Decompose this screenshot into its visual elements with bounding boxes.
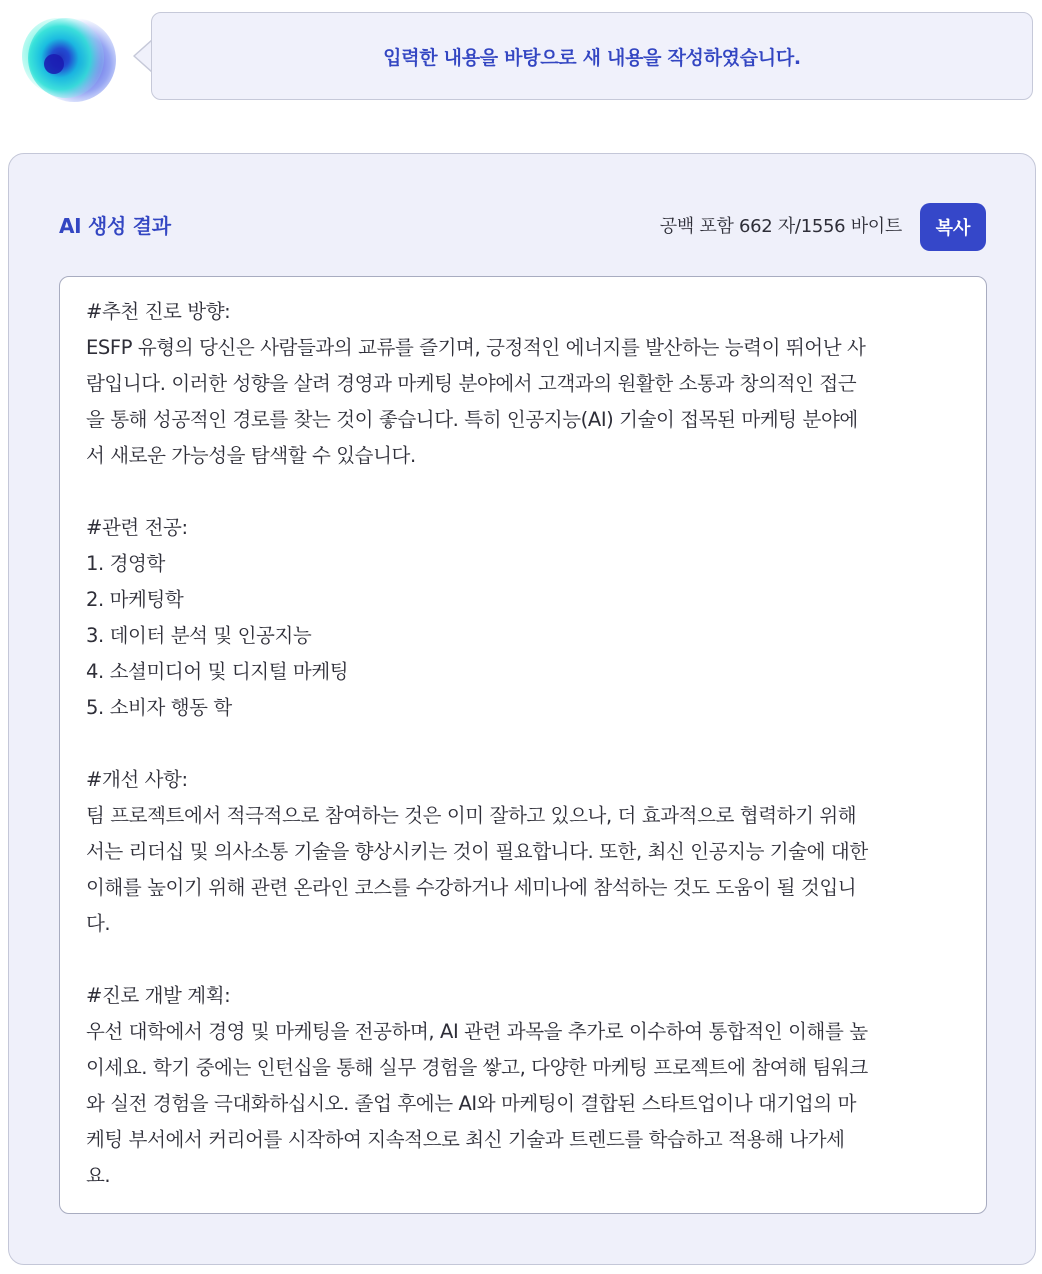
section-heading: #관련 전공: (86, 516, 188, 539)
result-section (86, 294, 962, 474)
assistant-message-text: 입력한 내용을 바탕으로 새 내용을 작성하였습니다. (383, 46, 801, 69)
section-heading: #개선 사항: (86, 768, 188, 791)
result-section (86, 762, 962, 942)
section-line: 5. 소비자 행동 학 (86, 696, 232, 719)
result-title: AI 생성 결과 (59, 214, 171, 238)
section-heading: #추천 진로 방향: (86, 300, 231, 323)
section-spacer (86, 942, 962, 978)
section-line: 4. 소셜미디어 및 디지털 마케팅 (86, 660, 349, 683)
result-text-area[interactable] (59, 276, 987, 1214)
character-byte-count: 공백 포함 662 자/1556 바이트 (659, 216, 902, 237)
section-line: 이세요. 학기 중에는 인턴십을 통해 실무 경험을 쌓고, 다양한 마케팅 프로젝트에 참여해 팀워크 (86, 1056, 868, 1079)
ai-orb-icon (18, 10, 118, 106)
section-spacer (86, 474, 962, 510)
section-line: ESFP 유형의 당신은 사람들과의 교류를 즐기며, 긍정적인 에너지를 발산하는 능력이 뛰어난 사 (86, 336, 866, 359)
section-line: 다. (86, 912, 111, 935)
section-line: 케팅 부서에서 커리어를 시작하여 지속적으로 최신 기술과 트렌드를 학습하고 적용해 나가세 (86, 1128, 845, 1151)
assistant-message-bubble (151, 12, 1033, 100)
section-line: 서는 리더십 및 의사소통 기술을 향상시키는 것이 필요합니다. 또한, 최신 인공지능 기술에 대한 (86, 840, 868, 863)
section-line: 팀 프로젝트에서 적극적으로 참여하는 것은 이미 잘하고 있으나, 더 효과적으로 협력하기 위해 (86, 804, 857, 827)
section-line: 서 새로운 가능성을 탐색할 수 있습니다. (86, 444, 416, 467)
section-line: 람입니다. 이러한 성향을 살려 경영과 마케팅 분야에서 고객과의 원활한 소통과 창의적인 접근 (86, 372, 857, 395)
section-line: 와 실전 경험을 극대화하십시오. 졸업 후에는 AI와 마케팅이 결합된 스타트업이나 대기업의 마 (86, 1092, 857, 1115)
section-heading: #진로 개발 계획: (86, 984, 231, 1007)
ai-result-panel (8, 153, 1036, 1265)
section-line: 1. 경영학 (86, 552, 165, 575)
section-line: 이해를 높이기 위해 관련 온라인 코스를 수강하거나 세미나에 참석하는 것도 도움이 될 것입니 (86, 876, 857, 899)
copy-button[interactable]: 복사 (920, 203, 986, 251)
result-section (86, 510, 962, 726)
section-line: 2. 마케팅학 (86, 588, 184, 611)
result-section (86, 978, 962, 1194)
section-spacer (86, 726, 962, 762)
section-line: 요. (86, 1164, 111, 1187)
result-sections (86, 294, 962, 1194)
section-line: 우선 대학에서 경영 및 마케팅을 전공하며, AI 관련 과목을 추가로 이수하여 통합적인 이해를 높 (86, 1020, 868, 1043)
section-line: 을 통해 성공적인 경로를 찾는 것이 좋습니다. 특히 인공지능(AI) 기술이 접목된 마케팅 분야에 (86, 408, 858, 431)
section-line: 3. 데이터 분석 및 인공지능 (86, 624, 312, 647)
